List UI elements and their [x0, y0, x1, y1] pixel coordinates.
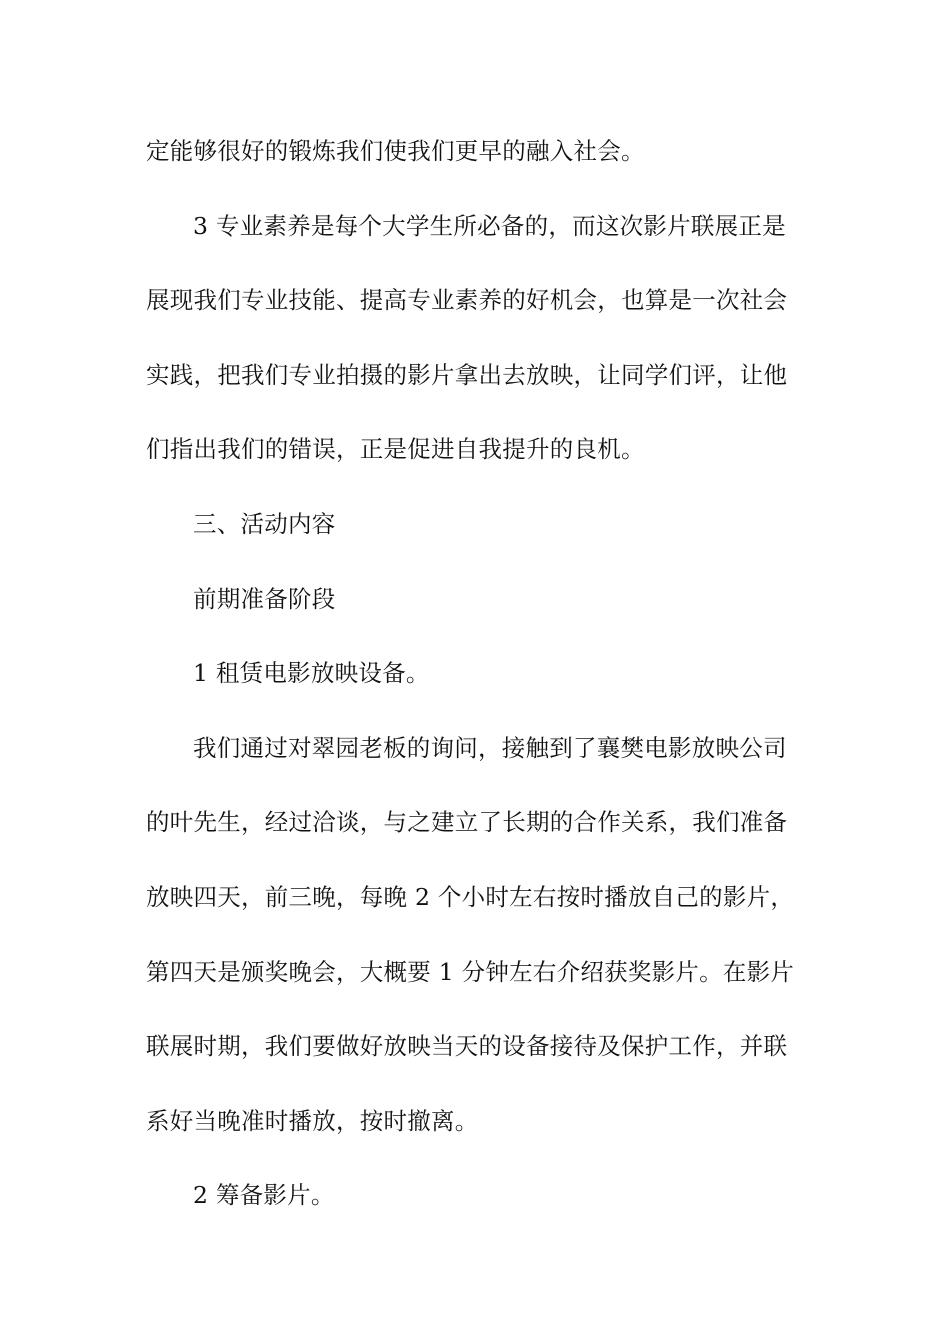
list-item-heading: 1 租赁电影放映设备。 [193, 659, 430, 688]
paragraph-line: 系好当晚准时播放，按时撤离。 [146, 1106, 479, 1135]
paragraph-line: 展现我们专业技能、提高专业素养的好机会，也算是一次社会 [146, 286, 788, 315]
paragraph-line: 联展时期，我们要做好放映当天的设备接待及保护工作，并联 [146, 1032, 788, 1061]
paragraph-line: 实践，把我们专业拍摄的影片拿出去放映，让同学们评，让他 [146, 360, 788, 389]
paragraph-line: 的叶先生，经过洽谈，与之建立了长期的合作关系，我们准备 [146, 808, 788, 837]
paragraph-line: 放映四天，前三晚，每晚 2 个小时左右按时播放自己的影片， [146, 882, 795, 911]
document-body [146, 128, 806, 1247]
paragraph-line: 3 专业素养是每个大学生所必备的，而这次影片联展正是 [193, 211, 786, 240]
paragraph-line: 第四天是颁奖晚会，大概要 1 分钟左右介绍获奖影片。在影片 [146, 957, 795, 986]
paragraph-line: 我们通过对翠园老板的询问，接触到了襄樊电影放映公司 [193, 733, 787, 762]
subsection-heading: 前期准备阶段 [193, 584, 336, 613]
list-item-heading: 2 筹备影片。 [193, 1181, 335, 1210]
section-heading: 三、活动内容 [193, 509, 336, 538]
paragraph-line: 们指出我们的错误，正是促进自我提升的良机。 [146, 435, 645, 464]
paragraph-line: 定能够很好的锻炼我们使我们更早的融入社会。 [146, 137, 645, 165]
